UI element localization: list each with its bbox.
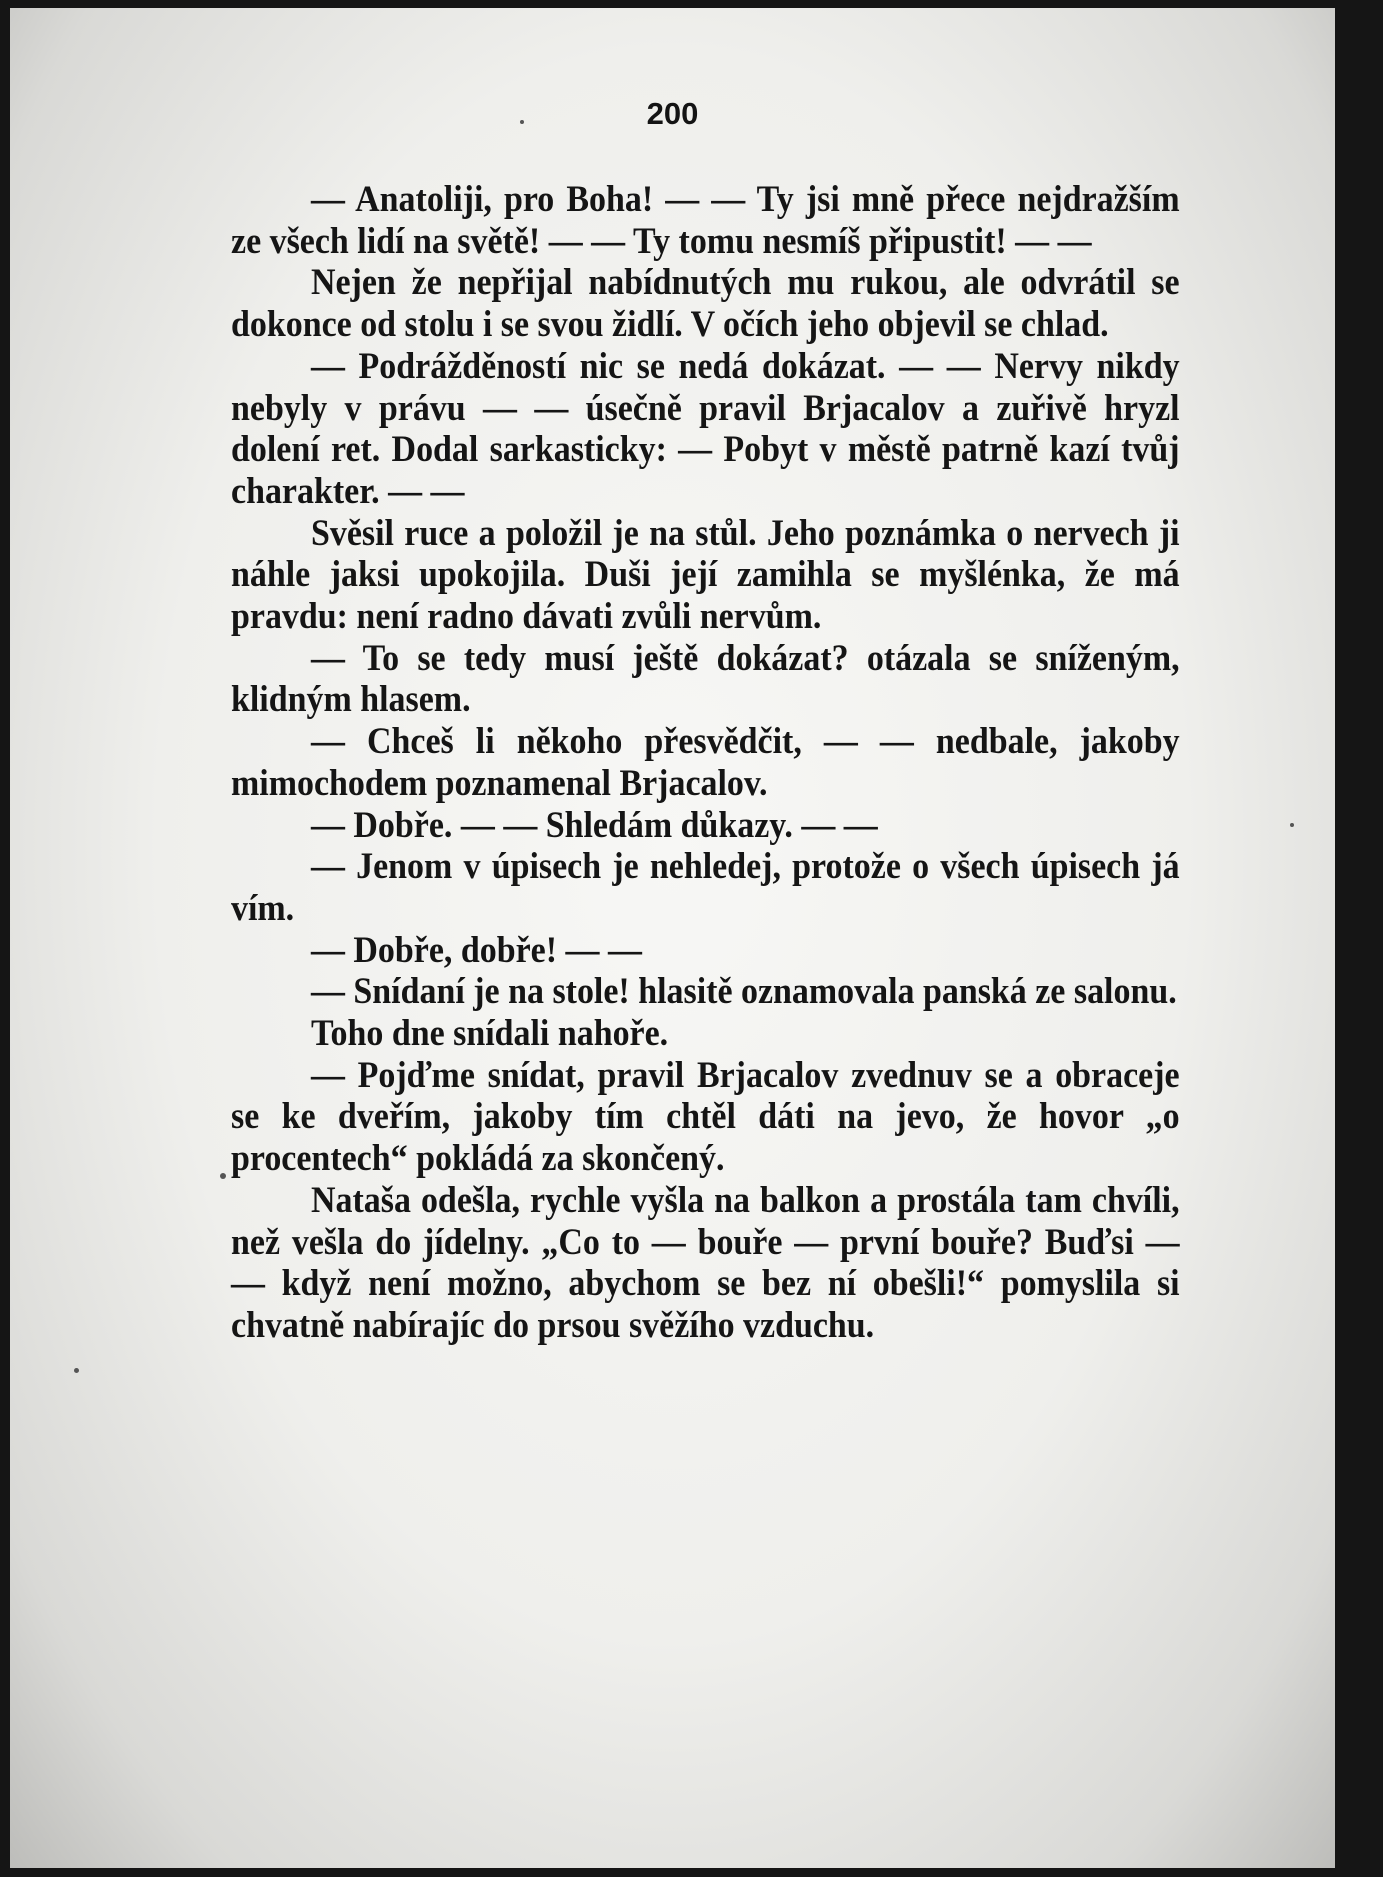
paragraph: — Podrážděností nic se nedá dokázat. — — Nervy nikdy nebyly v právu — — úsečně pravil Brjacalov a zuřivě hryzl dolení ret. Dodal sarkasticky: — Pobyt v městě patrně kazí tvůj charakter. — — [231,344,1180,511]
paragraph: — Dobře. — — Shledám důkazy. — — [310,803,878,845]
paragraph: — Snídaní je na stole! hlasitě oznamovala panská ze salonu. [310,970,1177,1012]
paragraph: Svěsil ruce a položil je na stůl. Jeho poznámka o nervech ji náhle jaksi upokojila. Duši její zamihla se myšlénka, že má pravdu: není radno dávati zvůli nervům. [231,511,1180,637]
book-page [10,8,1335,1868]
body-text [231,178,1180,1346]
paragraph: Nataša odešla, rychle vyšla na balkon a prostála tam chvíli, než vešla do jídelny. „Co to — bouře — první bouře? Buďsi — — když není možno, abychom se bez ní obešli!“ pomyslila si chvatně nabírajíc do prsou svěžího vzduchu. [231,1178,1180,1345]
dust-speck [220,1173,226,1179]
dust-speck [1290,823,1294,827]
paragraph: — To se tedy musí ještě dokázat? otázala se sníženým, klidným hlasem. [231,636,1180,720]
paragraph: Toho dne snídali nahoře. [310,1012,669,1054]
paragraph: — Chceš li někoho přesvědčit, — — nedbale, jakoby mimochodem poznamenal Brjacalov. [231,720,1180,803]
dust-speck [520,120,524,124]
paragraph: Nejen že nepřijal nabídnutých mu rukou, ale odvrátil se dokonce od stolu i se svou židlí. V očích jeho objevil se chlad. [231,261,1180,345]
paragraph: — Pojďme snídat, pravil Brjacalov zvednuv se a obraceje se ke dveřím, jakoby tím chtěl dáti na jevo, že hovor „o procentech“ pokládá za skončený. [231,1053,1180,1179]
page-number: 200 [646,96,699,131]
paragraph: — Anatoliji, pro Boha! — — Ty jsi mně přece nejdražším ze všech lidí na světě! — — Ty tomu nesmíš připustit! — — [231,178,1180,261]
dust-speck [74,1368,79,1373]
paragraph: — Dobře, dobře! — — [310,928,642,970]
paragraph: — Jenom v úpisech je nehledej, protože o všech úpisech já vím. [231,845,1180,928]
